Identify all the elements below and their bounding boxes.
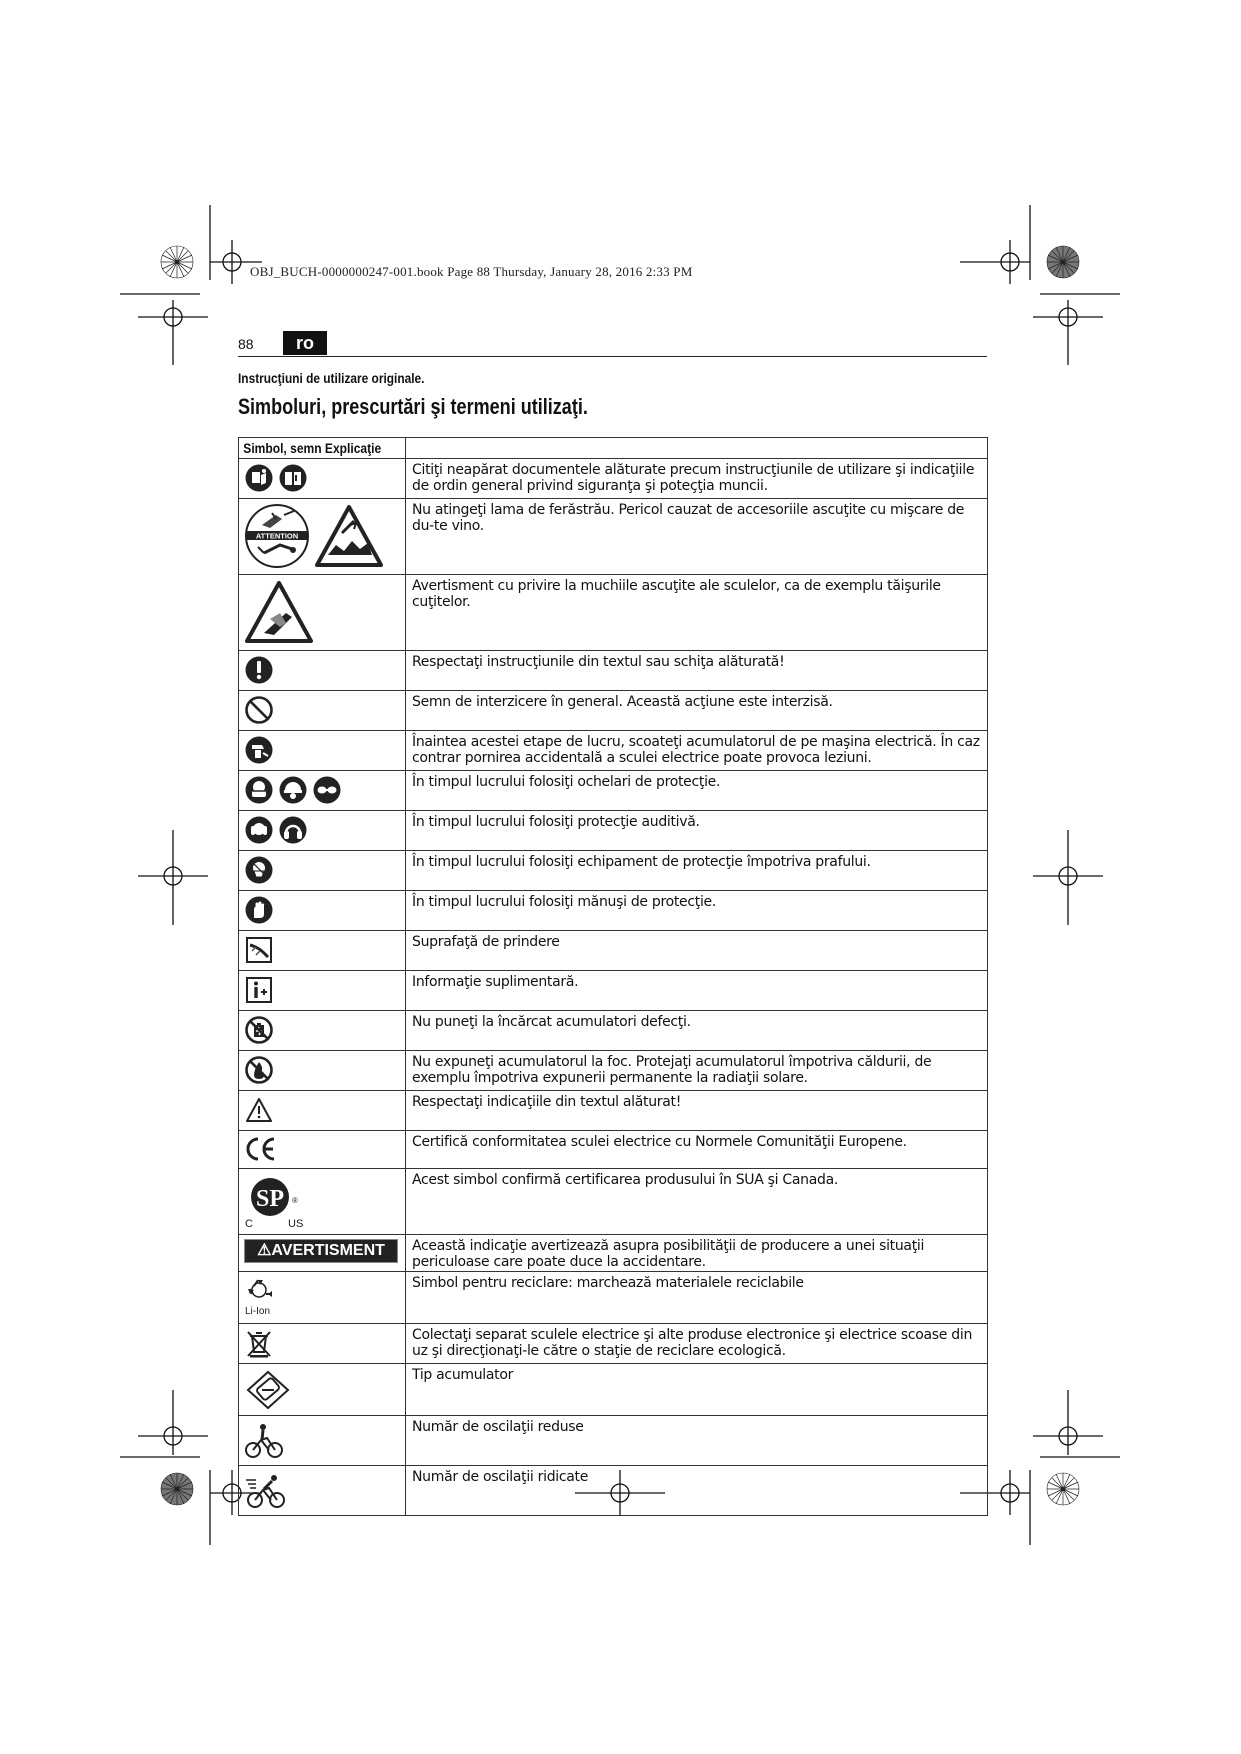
explanation-cell (406, 651, 988, 691)
symbol-cell (239, 1272, 406, 1324)
explanation-cell (406, 1466, 988, 1516)
explanation-cell (406, 1272, 988, 1324)
symbol-cell (239, 771, 406, 811)
ce-mark-icon (244, 1135, 278, 1168)
battery-pack-icon (244, 1368, 292, 1415)
explanation-cell (406, 499, 988, 575)
explanation-text: Semn de interzicere în general. Această acţiune este interzisă. (412, 694, 833, 710)
explanation-cell (406, 891, 988, 931)
symbol-cell (239, 651, 406, 691)
explanation-text: Nu atingeţi lama de ferăstrău. Pericol cauzat de accesoriile ascuţite cu mişcare de du-te vino. (412, 502, 965, 534)
symbol-cell (239, 811, 406, 851)
symbol-cell (239, 1051, 406, 1091)
svg-text:SP: SP (255, 1186, 285, 1212)
explanation-text: Respectaţi indicaţiile din textul alăturat! (412, 1094, 682, 1110)
table-row (239, 651, 988, 691)
subheading: Instrucţiuni de utilizare originale. (238, 370, 425, 386)
bicycle-fast-icon (244, 1470, 288, 1515)
explanation-text: Certifică conformitatea sculei electrice cu Normele Comunităţii Europene. (412, 1134, 907, 1150)
explanation-cell (406, 1011, 988, 1051)
recycle-li-ion-icon (244, 1276, 284, 1323)
warning-triangle-icon (244, 1095, 274, 1130)
explanation-text: Informaţie suplimentară. (412, 974, 579, 990)
explanation-cell (406, 1051, 988, 1091)
symbol-cell (239, 1416, 406, 1466)
explanation-cell (406, 811, 988, 851)
explanation-cell (406, 1235, 988, 1272)
explanation-text: Număr de oscilaţii ridicate (412, 1469, 589, 1485)
explanation-cell (406, 459, 988, 499)
explanation-text: Avertisment cu privire la muchiile ascuţite ale sculelor, ca de exemplu tăişurile cuţitelor. (412, 578, 941, 610)
symbol-cell (239, 971, 406, 1011)
explanation-text: În timpul lucrului folosiţi echipament de protecţie împotriva prafului. (412, 854, 871, 870)
explanation-cell (406, 731, 988, 771)
explanation-cell (406, 1416, 988, 1466)
symbol-cell (239, 499, 406, 575)
svg-text:Li-Ion: Li-Ion (245, 1306, 271, 1317)
explanation-cell (406, 1169, 988, 1235)
symbol-cell (239, 1169, 406, 1235)
table-row (239, 971, 988, 1011)
explanation-cell (406, 691, 988, 731)
svg-text:®: ® (292, 1196, 298, 1205)
symbol-cell (239, 851, 406, 891)
csa-cert-icon (244, 1173, 310, 1234)
symbol-cell (239, 931, 406, 971)
table-row (239, 731, 988, 771)
prohibition-icon (244, 695, 274, 730)
table-row (239, 1169, 988, 1235)
explanation-cell (406, 1364, 988, 1416)
table-row (239, 851, 988, 891)
table-row (239, 1324, 988, 1364)
sharp-edges-warning-icon (244, 579, 314, 650)
explanation-cell (406, 931, 988, 971)
symbol-cell (239, 575, 406, 651)
read-instructions-icon (244, 463, 274, 498)
sharp-accessory-warning-icon (314, 503, 384, 574)
table-row (239, 1051, 988, 1091)
page-number: 88 (238, 336, 254, 352)
dust-mask-icon (244, 855, 274, 890)
avertisment-badge: ⚠AVERTISMENT (244, 1239, 398, 1263)
svg-text:ATTENTION: ATTENTION (255, 531, 299, 541)
ear-muffs-icon (278, 815, 308, 850)
table-row (239, 811, 988, 851)
explanation-cell (406, 1091, 988, 1131)
explanation-text: Citiţi neapărat documentele alăturate precum instrucţiunile de utilizare şi indicaţiile de ordin general privind siguranţa şi poteçţia muncii. (412, 462, 975, 494)
table-row (239, 1364, 988, 1416)
no-charging-defective-battery-icon (244, 1015, 274, 1050)
symbol-cell (239, 1091, 406, 1131)
page-title: Simboluri, prescurtări şi termeni utilizaţi. (238, 394, 588, 419)
symbols-table (238, 437, 988, 1516)
table-row (239, 1466, 988, 1516)
explanation-text: Suprafaţă de prindere (412, 934, 560, 950)
no-fire-battery-icon (244, 1055, 274, 1090)
symbol-cell (239, 1235, 406, 1272)
table-header-row (239, 438, 988, 459)
table-row (239, 891, 988, 931)
symbol-cell (239, 691, 406, 731)
explanation-cell (406, 575, 988, 651)
explanation-cell (406, 771, 988, 811)
symbol-cell (239, 1011, 406, 1051)
explanation-text: Colectaţi separat sculele electrice şi alte produse electronice şi electrice scoase din uz şi direcţionaţi-le către o staţie de reciclare ecologică. (412, 1327, 973, 1359)
remove-battery-icon (244, 735, 274, 770)
svg-text:US: US (288, 1218, 304, 1229)
table-row (239, 499, 988, 575)
explanation-cell (406, 851, 988, 891)
explanation-text: Înaintea acestei etape de lucru, scoateţi acumulatorul de pe maşina electrică. În caz contrar pornirea accidentală a sculei electrice poate provoca leziuni. (412, 734, 980, 766)
print-header: OBJ_BUCH-0000000247-001.book Page 88 Thursday, January 28, 2016 2:33 PM (250, 264, 693, 279)
face-shield-icon (244, 775, 274, 810)
explanation-text: Număr de oscilaţii reduse (412, 1419, 584, 1435)
helmet-icon (278, 775, 308, 810)
table-row (239, 1235, 988, 1272)
table-row (239, 1272, 988, 1324)
symbol-cell (239, 1324, 406, 1364)
explanation-text: Această indicaţie avertizează asupra posibilităţii de producere a unei situaţii periculoase care poate duce la accidentare. (412, 1238, 925, 1270)
header-rule (238, 356, 987, 357)
weee-bin-icon (244, 1328, 274, 1363)
exclamation-mandatory-icon (244, 655, 274, 690)
explanation-text: În timpul lucrului folosiţi protecţie auditivă. (412, 814, 700, 830)
table-row (239, 771, 988, 811)
explanation-text: Nu puneţi la încărcat acumulatori defecţi. (412, 1014, 691, 1030)
explanation-cell (406, 1131, 988, 1169)
language-tab: ro (283, 331, 327, 355)
explanation-text: Tip acumulator (412, 1367, 514, 1383)
attention-saw-blade-icon (244, 503, 310, 574)
table-row (239, 691, 988, 731)
table-row (239, 931, 988, 971)
explanation-text: În timpul lucrului folosiţi mănuşi de protecţie. (412, 894, 717, 910)
explanation-text: Respectaţi instrucţiunile din textul sau schiţa alăturată! (412, 654, 785, 670)
manual-book-icon (278, 463, 308, 498)
symbol-cell (239, 1131, 406, 1169)
grip-surface-icon (244, 935, 274, 970)
goggles-icon (312, 775, 342, 810)
bicycle-slow-icon (244, 1420, 284, 1465)
symbol-cell (239, 731, 406, 771)
symbol-cell (239, 891, 406, 931)
explanation-cell (406, 1324, 988, 1364)
gloves-icon (244, 895, 274, 930)
table-row (239, 459, 988, 499)
explanation-text: Nu expuneţi acumulatorul la foc. Protejaţi acumulatorul împotriva căldurii, de exemplu împotriva expunerii permanente la radiaţii solare. (412, 1054, 932, 1086)
explanation-text: În timpul lucrului folosiţi ochelari de protecţie. (412, 774, 721, 790)
explanation-text: Acest simbol confirmă certificarea produsului în SUA şi Canada. (412, 1172, 839, 1188)
info-plus-icon (244, 975, 274, 1010)
explanation-cell (406, 971, 988, 1011)
table-row (239, 1011, 988, 1051)
table-row (239, 1416, 988, 1466)
column-header: Simbol, semn Explicaţie (243, 440, 382, 456)
symbol-cell (239, 459, 406, 499)
symbol-cell (239, 1364, 406, 1416)
table-row (239, 1091, 988, 1131)
ear-protection-icon (244, 815, 274, 850)
explanation-text: Simbol pentru reciclare: marchează materialele reciclabile (412, 1275, 804, 1291)
table-row (239, 575, 988, 651)
svg-text:C: C (245, 1218, 253, 1229)
table-row (239, 1131, 988, 1169)
symbol-cell (239, 1466, 406, 1516)
